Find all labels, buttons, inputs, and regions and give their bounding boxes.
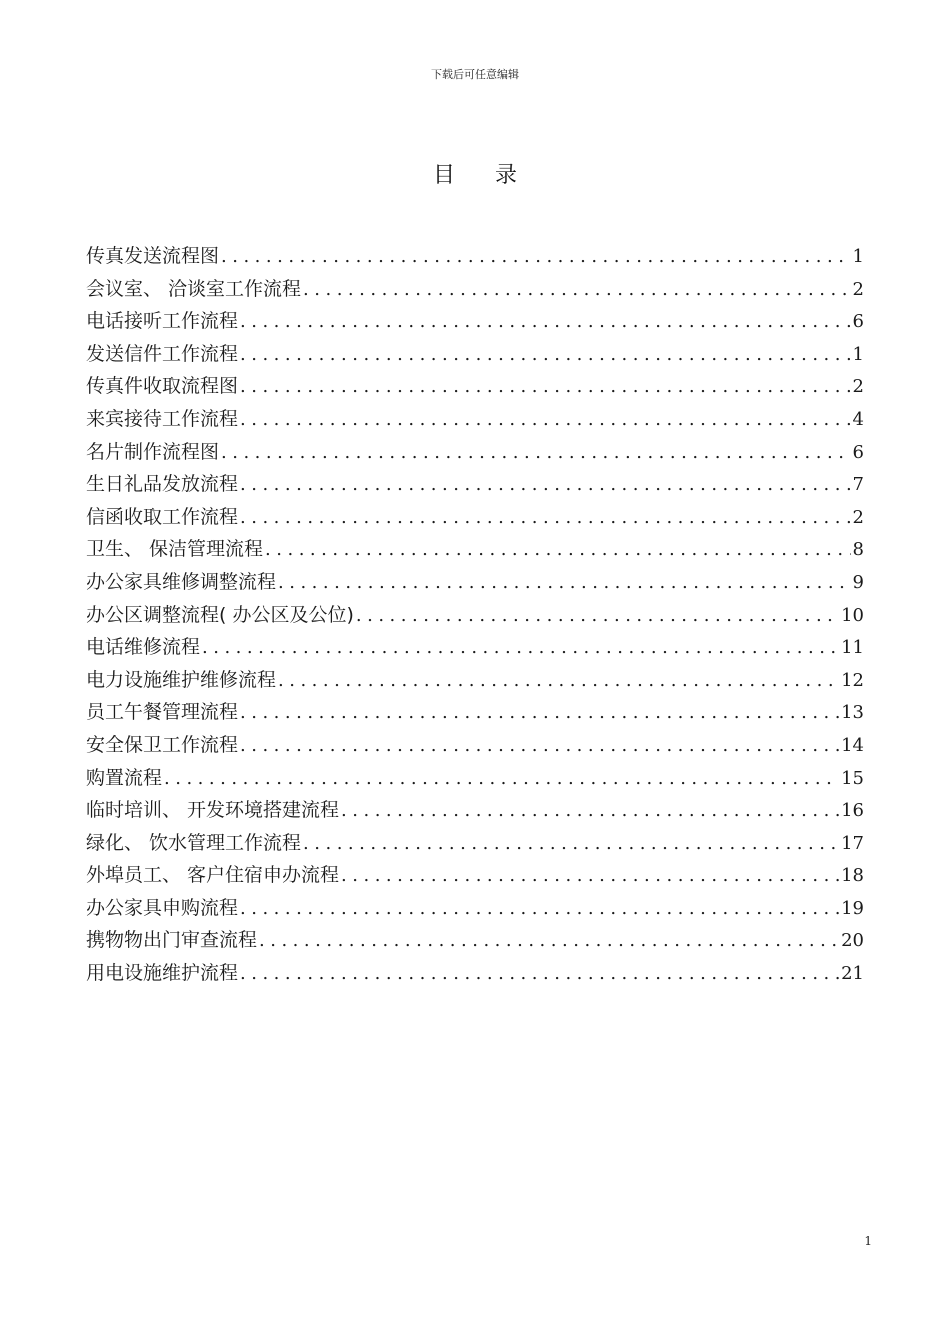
toc-entry-label: 名片制作流程图 [86, 440, 220, 463]
toc-entry-page: 13 [841, 702, 864, 724]
toc-leader-dots [238, 893, 839, 925]
toc-entry[interactable] [86, 533, 864, 566]
toc-entry[interactable] [86, 924, 864, 957]
toc-entry[interactable] [86, 696, 864, 729]
toc-entry[interactable] [86, 827, 864, 860]
toc-leader-dots [238, 502, 851, 534]
toc-entry[interactable] [86, 892, 864, 925]
toc-leader-dots [301, 274, 851, 306]
page-number: 1 [864, 1234, 872, 1248]
toc-entry-page: 6 [852, 311, 864, 333]
toc-entry-page: 2 [852, 506, 864, 528]
toc-leader-dots [263, 534, 851, 566]
toc-entry-label: 临时培训、 开发环境搭建流程 [86, 799, 340, 822]
toc-entry[interactable] [86, 664, 864, 697]
toc-entry[interactable] [86, 566, 864, 599]
toc-entry-label: 办公区调整流程( 办公区及公位) [86, 603, 354, 626]
toc-entry-page: 19 [841, 897, 864, 919]
toc-entry-label: 卫生、 保洁管理流程 [86, 538, 264, 561]
toc-leader-dots [238, 469, 851, 501]
toc-entry-page: 6 [852, 441, 864, 463]
toc-leader-dots [219, 437, 851, 469]
toc-leader-dots [238, 371, 851, 403]
toc-leader-dots [238, 958, 839, 990]
toc-entry[interactable] [86, 370, 864, 403]
toc-entry-page: 16 [841, 800, 864, 822]
toc-entry-page: 9 [852, 571, 864, 593]
toc-leader-dots [200, 632, 839, 664]
toc-entry-page: 8 [852, 539, 864, 561]
toc-entry-label: 电力设施维护维修流程 [86, 668, 277, 691]
toc-leader-dots [354, 600, 839, 632]
toc-leader-dots [276, 665, 839, 697]
toc-entry-page: 2 [852, 376, 864, 398]
toc-entry[interactable] [86, 957, 864, 990]
toc-leader-dots [238, 697, 839, 729]
toc-entry-page: 14 [841, 734, 864, 756]
toc-entry-label: 外埠员工、 客户住宿申办流程 [86, 864, 340, 887]
toc-entry-page: 2 [852, 278, 864, 300]
toc-entry-label: 购置流程 [86, 766, 163, 789]
toc-entry-label: 信函收取工作流程 [86, 505, 239, 528]
toc-entry[interactable] [86, 599, 864, 632]
toc-entry-page: 17 [841, 832, 864, 854]
toc-entry-page: 4 [852, 408, 864, 430]
toc-entry-label: 安全保卫工作流程 [86, 733, 239, 756]
toc-entry[interactable] [86, 305, 864, 338]
toc-entry[interactable] [86, 762, 864, 795]
toc-entry[interactable] [86, 794, 864, 827]
toc-entry-page: 15 [841, 767, 864, 789]
toc-entry[interactable] [86, 338, 864, 371]
toc-leader-dots [339, 795, 839, 827]
toc-entry-page: 1 [852, 343, 864, 365]
toc-entry-page: 18 [841, 865, 864, 887]
table-of-contents [86, 240, 864, 990]
toc-leader-dots [301, 828, 839, 860]
toc-entry-label: 来宾接待工作流程 [86, 407, 239, 430]
toc-leader-dots [238, 730, 839, 762]
toc-leader-dots [257, 925, 839, 957]
toc-entry-label: 电话接听工作流程 [86, 310, 239, 333]
toc-entry-label: 办公家具申购流程 [86, 896, 239, 919]
toc-entry-page: 12 [841, 669, 864, 691]
toc-leader-dots [238, 306, 851, 338]
toc-entry-page: 7 [852, 474, 864, 496]
toc-entry-label: 会议室、 洽谈室工作流程 [86, 277, 302, 300]
toc-entry[interactable] [86, 273, 864, 306]
toc-entry[interactable] [86, 468, 864, 501]
toc-entry-label: 生日礼品发放流程 [86, 473, 239, 496]
toc-leader-dots [219, 241, 851, 273]
toc-entry[interactable] [86, 240, 864, 273]
toc-entry-label: 传真件收取流程图 [86, 375, 239, 398]
toc-entry[interactable] [86, 631, 864, 664]
toc-entry-label: 发送信件工作流程 [86, 342, 239, 365]
toc-entry-label: 携物物出门审查流程 [86, 929, 258, 952]
toc-entry[interactable] [86, 403, 864, 436]
toc-entry-label: 传真发送流程图 [86, 245, 220, 267]
header-note: 下载后可任意编辑 [431, 68, 519, 81]
toc-entry-label: 绿化、 饮水管理工作流程 [86, 831, 302, 854]
toc-leader-dots [162, 763, 839, 795]
toc-entry-page: 10 [841, 604, 864, 626]
toc-leader-dots [339, 860, 839, 892]
toc-entry[interactable] [86, 729, 864, 762]
toc-leader-dots [238, 404, 851, 436]
toc-entry-page: 20 [841, 930, 864, 952]
toc-entry-label: 电话维修流程 [86, 636, 201, 659]
toc-entry[interactable] [86, 436, 864, 469]
toc-leader-dots [238, 339, 851, 371]
toc-leader-dots [276, 567, 851, 599]
toc-entry[interactable] [86, 859, 864, 892]
toc-entry-page: 11 [841, 637, 864, 659]
toc-entry-label: 员工午餐管理流程 [86, 701, 239, 724]
toc-title: 目录 [432, 163, 557, 188]
toc-entry-page: 1 [852, 246, 864, 267]
toc-entry[interactable] [86, 501, 864, 534]
toc-entry-label: 用电设施维护流程 [86, 962, 239, 985]
toc-entry-page: 21 [841, 963, 864, 985]
toc-entry-label: 办公家具维修调整流程 [86, 570, 277, 593]
